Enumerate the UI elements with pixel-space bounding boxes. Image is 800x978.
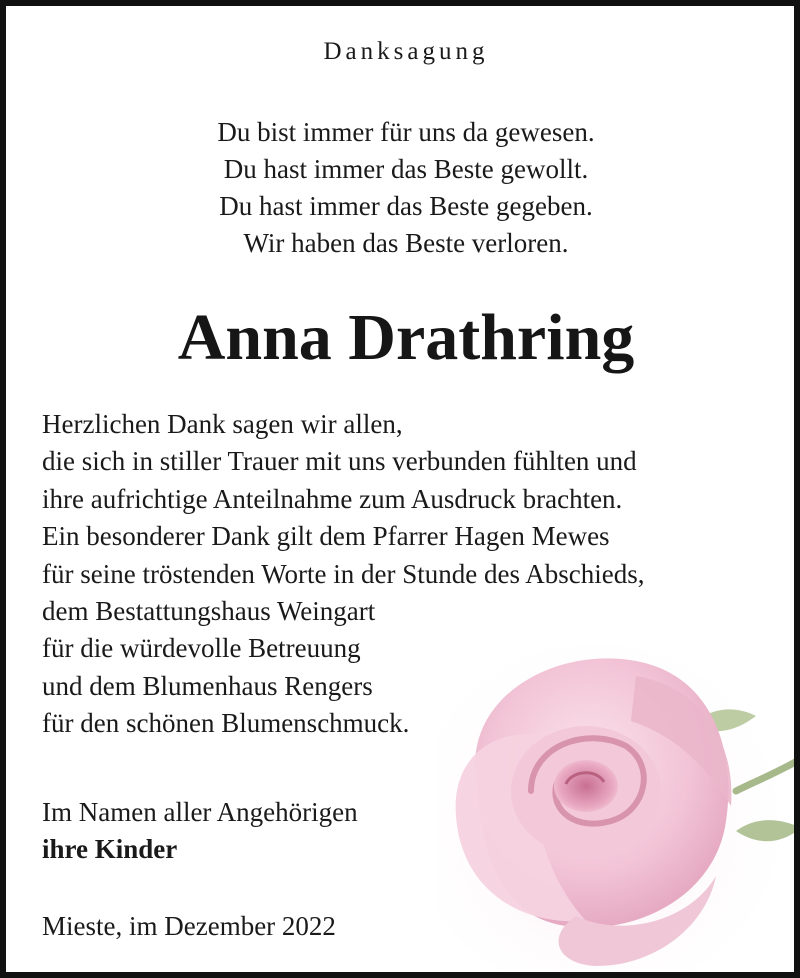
body-line: ihre aufrichtige Anteilnahme zum Ausdruck brachten. [42,483,623,514]
poem-line: Du bist immer für uns da gewesen. [217,117,595,147]
signature [42,794,358,868]
body-line: Herzlichen Dank sagen wir allen, [42,409,403,439]
body-line: Ein besonderer Dank gilt dem Pfarrer Hagen Mewes [42,521,610,552]
notice-heading: Danksagung [323,38,489,65]
poem-line: Wir haben das Beste verloren. [243,228,569,258]
poem [6,114,800,262]
body-line: die sich in stiller Trauer mit uns verbunden fühlten und [42,446,637,477]
place-date: Mieste, im Dezember 2022 [42,911,336,941]
body-line: dem Bestattungshaus Weingart [42,596,376,627]
poem-line: Du hast immer das Beste gewollt. [223,154,589,184]
deceased-name: Anna Drathring [177,301,635,374]
signature-names: ihre Kinder [42,834,178,864]
thanks-text [42,406,762,743]
body-line: für die würdevolle Betreuung [42,633,361,664]
body-line: und dem Blumenhaus Rengers [42,670,373,701]
poem-line: Du hast immer das Beste gegeben. [219,191,593,221]
body-line: für den schönen Blumenschmuck. [42,708,410,739]
signature-line: Im Namen aller Angehörigen [42,797,358,827]
body-line: für seine tröstenden Worte in der Stunde des Abschieds, [42,558,645,589]
